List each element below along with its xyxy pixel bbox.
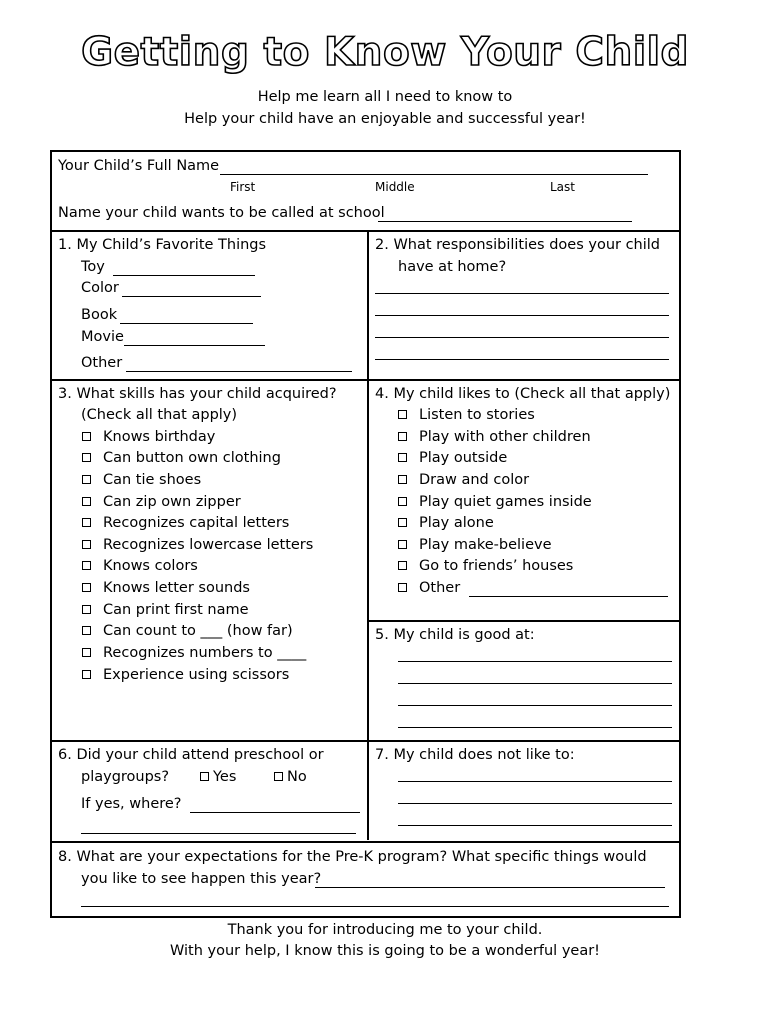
q7-answer-line[interactable] <box>398 825 672 826</box>
called-name-label: Name your child wants to be called at school <box>58 205 385 221</box>
checkbox[interactable] <box>82 453 91 462</box>
q6-where-field[interactable] <box>190 812 360 813</box>
q1-heading: 1. My Child’s Favorite Things <box>58 237 267 253</box>
checkbox[interactable] <box>398 497 407 506</box>
q2-answer-line[interactable] <box>375 293 669 294</box>
q3-item[interactable]: Can tie shoes <box>82 472 201 488</box>
footer-line-2: With your help, I know this is going to be a wonderful year! <box>170 943 600 959</box>
q3-item[interactable]: Can print first name <box>82 602 249 618</box>
q3-item[interactable]: Recognizes numbers to ____ <box>82 645 306 661</box>
q1-color-label: Color <box>81 280 119 296</box>
q7-heading: 7. My child does not like to: <box>375 747 575 763</box>
questionnaire-form <box>50 150 681 918</box>
q3-item[interactable]: Knows birthday <box>82 429 215 445</box>
q5-heading: 5. My child is good at: <box>375 627 535 643</box>
q2-line-2: have at home? <box>398 259 507 275</box>
q4-item[interactable]: Play make-believe <box>398 537 552 553</box>
checkbox[interactable] <box>82 626 91 635</box>
subtitle-line-1: Help me learn all I need to know to <box>257 89 513 105</box>
q1-other-label: Other <box>81 355 123 371</box>
q5-answer-line[interactable] <box>398 661 672 662</box>
checkbox[interactable] <box>82 670 91 679</box>
full-name-label: Your Child’s Full Name <box>58 158 220 174</box>
q8-answer-line[interactable] <box>315 887 665 888</box>
q2-answer-line[interactable] <box>375 315 669 316</box>
page-title: Getting to Know Your Child <box>81 30 689 75</box>
divider <box>52 379 679 381</box>
q7-answer-line[interactable] <box>398 803 672 804</box>
q2-answer-line[interactable] <box>375 359 669 360</box>
q2-answer-line[interactable] <box>375 337 669 338</box>
q7-answer-line[interactable] <box>398 781 672 782</box>
q1-color-field[interactable] <box>122 296 261 297</box>
full-name-field[interactable] <box>220 174 648 175</box>
checkbox[interactable] <box>398 561 407 570</box>
footer-line-1: Thank you for introducing me to your child. <box>227 922 543 938</box>
q6-no-option[interactable]: No <box>274 769 307 785</box>
q5-answer-line[interactable] <box>398 727 672 728</box>
checkbox[interactable] <box>82 497 91 506</box>
called-name-field[interactable] <box>378 221 632 222</box>
q1-book-label: Book <box>81 307 118 323</box>
q6-line-2: playgroups? <box>81 769 170 785</box>
q3-line-1: 3. What skills has your child acquired? <box>58 386 337 402</box>
q4-heading: 4. My child likes to (Check all that apply) <box>375 386 671 402</box>
q1-toy-label: Toy <box>81 259 105 275</box>
q2-line-1: 2. What responsibilities does your child <box>375 237 661 253</box>
checkbox[interactable] <box>200 772 209 781</box>
q8-answer-line[interactable] <box>81 906 669 907</box>
checkbox[interactable] <box>82 540 91 549</box>
q3-item[interactable]: Can zip own zipper <box>82 494 241 510</box>
q8-line-1: 8. What are your expectations for the Pre-K program? What specific things would <box>58 849 647 865</box>
subtitle-line-2: Help your child have an enjoyable and successful year! <box>184 111 586 127</box>
q3-item[interactable]: Knows letter sounds <box>82 580 250 596</box>
first-label: First <box>230 180 256 194</box>
q1-movie-label: Movie <box>81 329 124 345</box>
q4-item[interactable]: Play alone <box>398 515 494 531</box>
q6-answer-line[interactable] <box>81 833 356 834</box>
checkbox[interactable] <box>82 432 91 441</box>
q1-toy-field[interactable] <box>113 275 255 276</box>
divider <box>367 620 679 622</box>
divider <box>52 740 679 742</box>
q3-item[interactable]: Can count to ___ (how far) <box>82 623 293 639</box>
q4-item[interactable]: Play with other children <box>398 429 591 445</box>
q6-yes-option[interactable]: Yes <box>200 769 236 785</box>
q6-line-1: 6. Did your child attend preschool or <box>58 747 324 763</box>
checkbox[interactable] <box>398 475 407 484</box>
middle-label: Middle <box>375 180 415 194</box>
q3-item[interactable]: Experience using scissors <box>82 667 289 683</box>
q4-item[interactable]: Listen to stories <box>398 407 535 423</box>
q4-other-field[interactable] <box>469 596 668 597</box>
q5-answer-line[interactable] <box>398 683 672 684</box>
q3-item[interactable]: Can button own clothing <box>82 450 281 466</box>
q4-item[interactable]: Go to friends’ houses <box>398 558 573 574</box>
checkbox[interactable] <box>82 583 91 592</box>
q3-line-2: (Check all that apply) <box>81 407 238 423</box>
checkbox[interactable] <box>82 518 91 527</box>
q4-item[interactable]: Draw and color <box>398 472 529 488</box>
q1-book-field[interactable] <box>120 323 253 324</box>
divider <box>52 841 679 843</box>
q4-item[interactable]: Other <box>398 580 460 596</box>
checkbox[interactable] <box>398 518 407 527</box>
q1-other-field[interactable] <box>126 371 352 372</box>
divider <box>52 230 679 232</box>
checkbox[interactable] <box>398 540 407 549</box>
q3-item[interactable]: Recognizes lowercase letters <box>82 537 313 553</box>
q6-where-label: If yes, where? <box>81 796 182 812</box>
checkbox[interactable] <box>398 453 407 462</box>
q3-item[interactable]: Recognizes capital letters <box>82 515 289 531</box>
q4-item[interactable]: Play quiet games inside <box>398 494 592 510</box>
q5-answer-line[interactable] <box>398 705 672 706</box>
q4-item[interactable]: Play outside <box>398 450 507 466</box>
checkbox[interactable] <box>82 648 91 657</box>
q8-line-2: you like to see happen this year? <box>81 871 322 887</box>
last-label: Last <box>550 180 575 194</box>
q3-item[interactable]: Knows colors <box>82 558 198 574</box>
q1-movie-field[interactable] <box>124 345 265 346</box>
checkbox[interactable] <box>82 475 91 484</box>
checkbox[interactable] <box>274 772 283 781</box>
checkbox[interactable] <box>398 432 407 441</box>
checkbox[interactable] <box>82 605 91 614</box>
checkbox[interactable] <box>398 583 407 592</box>
checkbox[interactable] <box>82 561 91 570</box>
divider <box>367 230 369 840</box>
checkbox[interactable] <box>398 410 407 419</box>
